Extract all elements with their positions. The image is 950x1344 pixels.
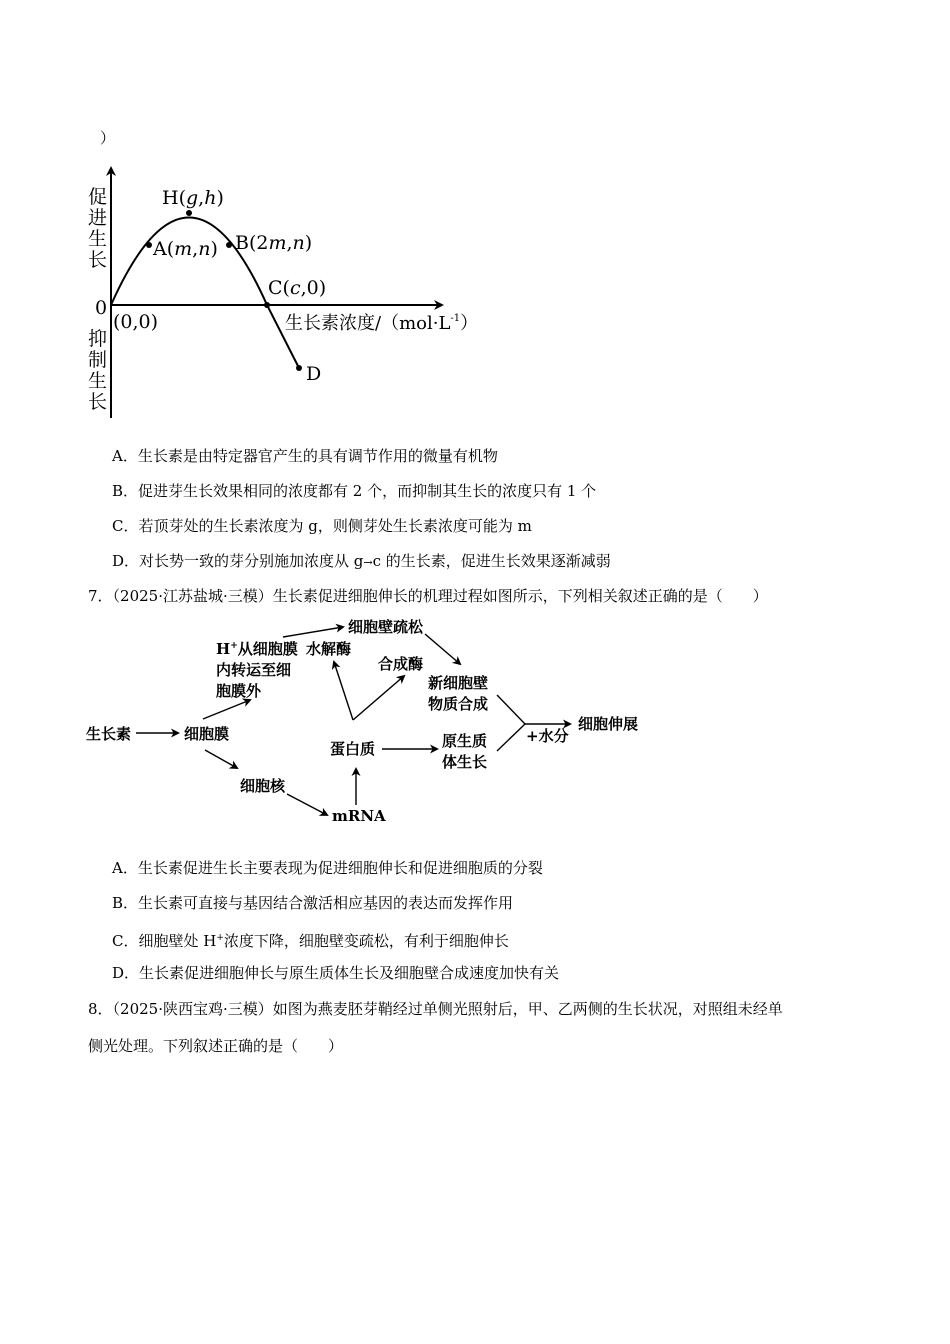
y-label-inhibit-2: 制 [88,349,108,371]
x-axis-label: 生长素浓度$/(mol\cdot L^{-1})$ [285,313,479,334]
q7-stem: 7．（2025·江苏盐城·三模）生长素促进细胞伸长的机理过程如图所示，下列相关叙述正确的是（ ） [88,587,768,605]
q8-stem-line-1: 8．（2025·陕西宝鸡·三模）如图为燕麦胚芽鞘经过单侧光照射后，甲、乙两侧的生长状况，对照组未经单 [88,1000,783,1018]
point-b [226,242,232,248]
point-d [296,365,302,371]
leading-paren: ） [100,129,116,147]
q6-option-a: A．生长素是由特定器官产生的具有调节作用的微量有机物 [112,447,498,465]
y-label-inhibit-1: 抑 [88,328,108,350]
y-label-promote-1: 促 [88,186,108,208]
y-label-inhibit-3: 生 [88,370,108,392]
node-protoplast-2: 体生长 [442,753,488,771]
y-label-inhibit-4: 长 [88,391,108,413]
auxin-curve-graph [80,160,520,425]
point-a [146,242,152,248]
label-h: H(g,h) [162,187,224,209]
y-label-promote-2: 进 [88,207,108,229]
origin-label: (0,0) [113,311,159,333]
y-label-promote-4: 长 [88,249,108,271]
node-cell-membrane: 细胞膜 [184,725,230,743]
node-new-wall-2: 物质合成 [428,695,489,713]
node-plus-water: +水分 [526,727,569,745]
q7-option-c-sup: + [216,933,224,943]
q7-option-c-post: 浓度下降，细胞壁变疏松，有利于细胞伸长 [223,932,509,950]
q7-option-b: B．生长素可直接与基因结合激活相应基因的表达而发挥作用 [112,894,514,912]
node-cell-elongation: 细胞伸展 [578,715,639,733]
q6-option-d-post: c 的生长素，促进生长效果逐渐减弱 [372,552,611,570]
zero-label: 0 [95,297,108,319]
q6-option-d [112,551,611,573]
y-label-promote-3: 生 [88,228,108,250]
node-hydrolase: 水解酶 [306,640,352,658]
q7-option-c [112,928,509,951]
node-h-transport-3: 胞膜外 [216,682,262,700]
node-protoplast-1: 原生质 [442,732,488,750]
node-synthase: 合成酶 [378,655,424,673]
q6-option-c: C．若顶芽处的生长素浓度为 g，则侧芽处生长素浓度可能为 m [112,517,532,535]
q7-option-c-pre: C．细胞壁处 H [112,932,217,950]
label-b: B(2m,n) [235,232,313,254]
q8-stem-line-2: 侧光处理。下列叙述正确的是（ ） [88,1037,344,1055]
node-new-wall-1: 新细胞壁 [428,674,489,692]
q6-option-b: B．促进芽生长效果相同的浓度都有 2 个，而抑制其生长的浓度只有 1 个 [112,482,597,500]
label-c: C(c,0) [268,277,327,299]
label-d: D [306,363,322,385]
label-a: A(m,n) [153,238,218,260]
node-mrna: mRNA [332,807,386,825]
node-protein: 蛋白质 [330,740,376,758]
node-h-transport-1: H+从细胞膜 [216,640,298,658]
point-h [186,210,192,216]
q7-option-a: A．生长素促进生长主要表现为促进细胞伸长和促进细胞质的分裂 [112,859,543,877]
auxin-mechanism-diagram [80,612,660,832]
arrow-icon: → [363,556,373,569]
q7-option-d: D．生长素促进细胞伸长与原生质体生长及细胞壁合成速度加快有关 [112,964,560,982]
node-nucleus: 细胞核 [240,777,286,795]
node-wall-loosening: 细胞壁疏松 [348,618,424,636]
node-auxin: 生长素 [86,725,132,743]
node-h-transport-2: 内转运至细 [216,661,292,679]
q6-option-d-pre: D．对长势一致的芽分别施加浓度从 g [112,552,364,570]
point-c [264,302,270,308]
